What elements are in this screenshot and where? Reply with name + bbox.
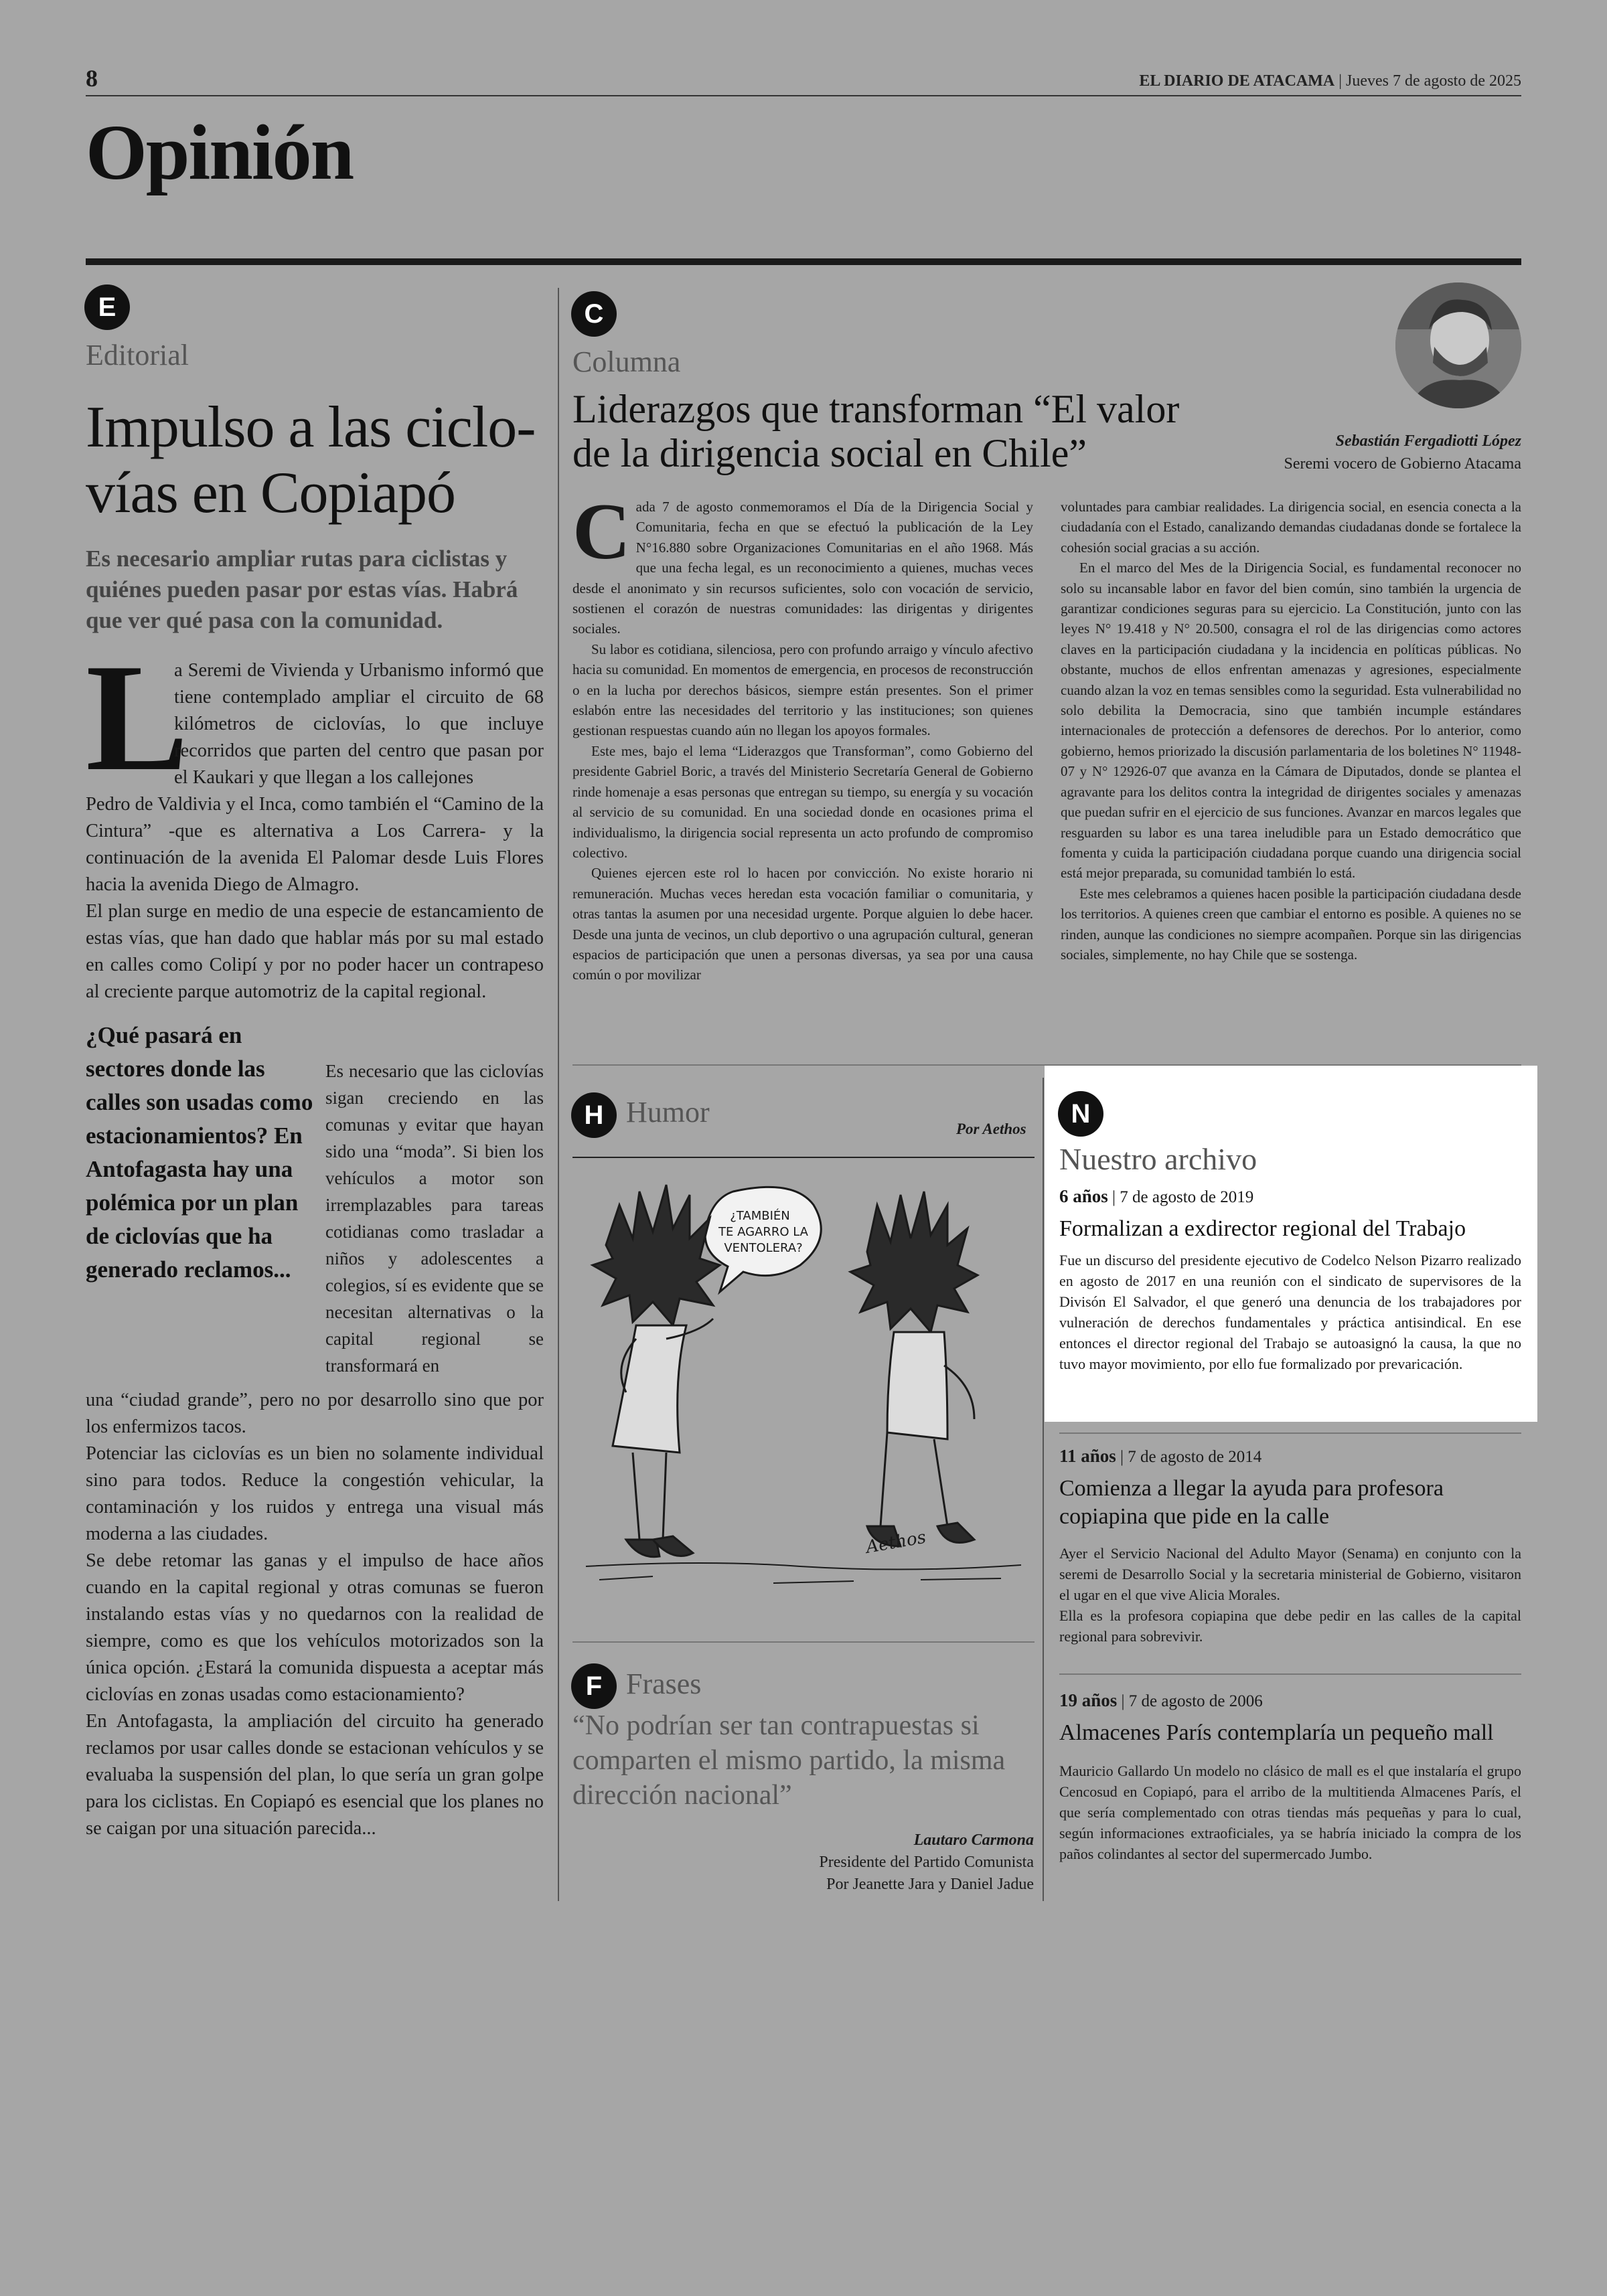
column-divider-right <box>1043 1078 1044 1901</box>
author-avatar <box>1395 282 1521 408</box>
editorial-narrow-column <box>325 1058 544 1379</box>
column-right-p2: En el marco del Mes de la Dirigencia Social, es fundamental reconocer no solo su incansable labor en favor del bien común, sino también la urgencia de garantizar condiciones seguras para su ejercicio. La Constitución, junto con las leyes N° 19.418 y N° 20.500, consagra el rol de las dirigencias como actores claves en la participación ciudadana y la incidencia en políticas públicas. No obstante, muchos de ellos enfrentan amenazas y agresiones, especialmente cuando alzan la voz en temas sensibles como la seguridad. Esta vulnerabilidad no solo debilita la Democracia, sino que también incumple estándares internacionales de protección a defensores de derechos. Por lo anterior, como gobierno, hemos priorizado la discusión parlamentaria de los boletines N° 11948-07 y N° 12926-07 que avanza en la Cámara de Diputados, donde se plantea el agravante para los delitos contra la integridad de dirigentes sociales y amenazas que puedan sufrir en el ejercicio de sus funciones. Avanzar en marcos legales que resguarden su labor es una tarea ineludible para un Estado democrático que fomenta y cuida la participación ciudadana porque cuando una dirigencia social está mejor preparada, su comunidad también lo está. <box>1061 560 1521 882</box>
editorial-p6: En Antofagasta, la ampliación del circuito ha generado reclamos por usar calles donde se estacionan vehículos y se evaluaba la suspensión del plan, lo que sería un gran golpe para los ciclistas. En Copiapó es esencial que los planes no se caigan por una situación parecida... <box>86 1711 544 1839</box>
editorial-p3-narrow: Es necesario que las ciclovías sigan creciendo en las comunas y evitar que hayan sido una “moda”. Si bien los vehículos a motor son irremplazables para tareas cotidianas como trasladar a niños y adolescentes a colegios, sí es evidente que se necesitan alternativas o la capital regional se transformará en <box>325 1061 544 1376</box>
archive-badge: N <box>1058 1091 1103 1137</box>
cartoon-speech-line3: VENTOLERA? <box>724 1241 803 1255</box>
frases-attribution <box>819 1829 1034 1896</box>
editorial-title-line2: vías en Copiapó <box>86 461 456 525</box>
archive-item-2 <box>1059 1446 1521 1647</box>
cartoon-speech-line2: TE AGARRO LA <box>718 1225 809 1239</box>
newspaper-name: EL DIARIO DE ATACAMA <box>1139 72 1335 90</box>
editorial-title <box>86 395 554 526</box>
humor-label: Humor <box>626 1096 710 1129</box>
archive-rule-1 <box>1059 1432 1521 1434</box>
frases-quote: “No podrían ser tan contrapuestas si comparten el mismo partido, la misma dirección nacional” <box>572 1710 1006 1811</box>
top-rule <box>86 95 1521 96</box>
column-text-right <box>1061 497 1521 1052</box>
section-rule <box>86 258 1521 265</box>
archive-item-3-title: Almacenes París contemplaría un pequeño mall <box>1059 1720 1494 1745</box>
frases-badge: F <box>571 1663 617 1709</box>
page-number: 8 <box>86 65 98 92</box>
column-author <box>1284 430 1521 475</box>
author-name: Sebastián Fergadiotti López <box>1335 432 1521 450</box>
humor-badge: H <box>571 1092 617 1138</box>
editorial-title-line1: Impulso a las ciclo- <box>86 395 536 460</box>
frases-author: Lautaro Carmona <box>913 1831 1034 1849</box>
column-dropcap: C <box>572 497 631 576</box>
humor-rule <box>572 1157 1035 1158</box>
archive-item-1 <box>1059 1186 1521 1374</box>
editorial-lead: Es necesario ampliar rutas para ciclistas y quiénes pueden pasar por estas vías. Habrá que ver qué pasa con la comunidad. <box>86 546 518 633</box>
editorial-p1-drop: a Seremi de Vivienda y Urbanismo informó que tiene contemplado ampliar el circuito de 68 kilómetros de ciclovías, lo que incluye recorridos que parten del centro que pasan por el Kaukari y que llegan a los callejones <box>174 660 544 788</box>
author-photo-icon <box>1395 282 1521 408</box>
column-left-p3: Este mes, bajo el lema “Liderazgos que Transforman”, como Gobierno del presidente Gabriel Boric, a través del Ministerio Secretaría General de Gobierno rinde homenaje a esas personas que entregan su tiempo, su energía y su vocación al servicio de su comunidad. En una sociedad donde en ocasiones prima el individualismo, la dirigencia social representa un acto profundo de compromiso colectivo. <box>572 742 1033 861</box>
archive-item-3-years: 19 años <box>1059 1690 1118 1710</box>
column-label: Columna <box>572 345 681 378</box>
archive-item-3 <box>1059 1690 1521 1864</box>
cartoon-signature: Aethos <box>864 1527 928 1558</box>
archive-item-2-body: Ayer el Servicio Nacional del Adulto Mayor (Senama) en conjunto con la seremi de Desarrollo Social y la secretaria ministerial de Gobierno, visitaron el ugar en el que vive Alicia Morales. <box>1059 1545 1521 1603</box>
frases-role: Presidente del Partido Comunista <box>819 1854 1034 1871</box>
column-divider-left <box>558 288 559 1901</box>
archive-item-2-title: Comienza a llegar la ayuda para profesora copiapina que pide en la calle <box>1059 1476 1444 1529</box>
cartoon-speech-line1: ¿TAMBIÉN <box>730 1209 790 1223</box>
archive-item-1-date: | 7 de agosto de 2019 <box>1112 1188 1254 1206</box>
column-title-line2: de la dirigencia social en Chile” <box>572 431 1087 475</box>
archive-item-1-years: 6 años <box>1059 1186 1108 1206</box>
editorial-dropcap: L <box>86 632 189 803</box>
editorial-pullquote: ¿Qué pasará en sectores donde las calles son usadas como estacionamientos? En Antofagasta hay una polémica por un plan de ciclovías que ha generado reclamos... <box>86 1022 313 1283</box>
humor-credit: Por Aethos <box>956 1121 1026 1137</box>
archive-rule-2 <box>1059 1673 1521 1675</box>
column-left-p4: Quienes ejercen este rol lo hacen por convicción. No existe horario ni remuneración. Muchas veces heredan esta vocación familiar o comunitaria, y otras tantas la asumen por una necesidad urgente. Porque alguien lo debe hacer. Desde una junta de vecinos, un club deportivo o una agrupación cultural, generan espacios de participación que unen a personas diversas, ya sea por una causa común o por movilizar <box>572 865 1033 983</box>
frases-context: Por Jeanette Jara y Daniel Jadue <box>826 1876 1034 1893</box>
archive-item-1-body: Fue un discurso del presidente ejecutivo de Codelco Nelson Pizarro realizado en agosto de 2017 en una reunión con el sindicato de supervisores de la Divisón El Salvador, el que generó una denuncia de los trabajadores por vulneración de derechos fundamentales y práctica antisindical. En ese entonces el director regional del Trabajo se autoasignó la causa, la que no tuvo mayor movimiento, por ello fue formalizado por prevaricación. <box>1059 1252 1521 1372</box>
masthead <box>1139 72 1521 90</box>
author-role: Seremi vocero de Gobierno Atacama <box>1284 455 1521 473</box>
editorial-p5: Se debe retomar las ganas y el impulso de hace años cuando en la capital regional y otras comunas se fueron instalando estas vías y no quedarnos con la realidad de siempre, como es que los vehículos motorizados son la única opción. ¿Estará la comunida dispuesta a aceptar más ciclovías en zonas usadas como estacionamiento? <box>86 1550 544 1705</box>
section-title: Opinión <box>86 108 354 196</box>
cartoon-drawing-icon <box>572 1165 1035 1613</box>
editorial-p4: Potenciar las ciclovías es un bien no solamente individual sino para todos. Reduce la congestión vehicular, la contaminación y los ruidos y entrega una visual más moderna a las ciudades. <box>86 1443 544 1544</box>
editorial-badge: E <box>84 284 130 330</box>
issue-date: | Jueves 7 de agosto de 2025 <box>1338 72 1521 90</box>
editorial-label: Editorial <box>86 339 189 372</box>
archive-label: Nuestro archivo <box>1059 1142 1257 1176</box>
editorial-body-top <box>86 632 544 1032</box>
archive-item-3-body: Mauricio Gallardo Un modelo no clásico de mall es el que instalaría el grupo Cencosud en Copiapó, para el arribo de la multitienda Almacenes París, el que sería complementado con otras tiendas más pequeñas y para lo cual, según informaciones extraoficiales, ya se habría iniciado la compra de los paños colindantes al sector del supermercado Jumbo. <box>1059 1762 1521 1862</box>
archive-item-1-title: Formalizan a exdirector regional del Trabajo <box>1059 1216 1466 1241</box>
column-left-p1: ada 7 de agosto conmemoramos el Día de la Dirigencia Social y Comunitaria, fecha en que se efectuó la publicación de la Ley N°16.880 sobre Organizaciones Comunitarias en el año 1968. Más que una fecha legal, es un reconocimiento a quienes, muchas veces desde el anonimato y sin recursos suficientes, solo con vocación de servicio, sostienen el corazón de nuestras comunidades: las dirigentas y dirigentes sociales. <box>572 499 1033 637</box>
frases-label: Frases <box>626 1667 702 1700</box>
column-title <box>572 387 1242 475</box>
editorial-p1-rest: Pedro de Valdivia y el Inca, como también el “Camino de la Cintura” -que es alternativa a Los Carrera- y la continuación de la avenida El Palomar desde Luis Flores hacia la avenida Diego de Almagro. <box>86 794 544 895</box>
editorial-p2: El plan surge en medio de una especie de estancamiento de estas vías, que han dado que hablar más por su mal estado en calles como Colipí y por no poder hacer un contrapeso al creciente parque automotriz de la capital regional. <box>86 901 544 1002</box>
column-badge: C <box>571 291 617 337</box>
column-right-p3: Este mes celebramos a quienes hacen posible la participación ciudadana desde los territorios. A quienes creen que cambiar el entorno es posible. A quienes no se rinden, aunque las condiciones no siempre acompañen. Porque sin las dirigencias sociales, simplemente, no hay Chile que se sostenga. <box>1061 885 1521 963</box>
archive-item-2-date: | 7 de agosto de 2014 <box>1120 1448 1262 1466</box>
column-title-line1: Liderazgos que transforman “El valor <box>572 387 1180 431</box>
humor-cartoon <box>572 1165 1035 1613</box>
editorial-body-bottom <box>86 1387 544 1842</box>
column-left-p2: Su labor es cotidiana, silenciosa, pero con profundo arraigo y vínculo afectivo hacia su comunidad. En momentos de emergencia, en procesos de reconstrucción o en la lucha por derechos básicos, siempre están presentes. Son el primer eslabón entre las necesidades del territorio y las instituciones; son quienes gestionan respuestas cuando aún no llegan los apoyos formales. <box>572 641 1033 739</box>
archive-item-2-years: 11 años <box>1059 1446 1116 1466</box>
archive-item-2-body2: Ella es la profesora copiapina que debe pedir en las calles de la capital regional para sobrevivir. <box>1059 1607 1521 1645</box>
column-right-p1: voluntades para cambiar realidades. La dirigencia social, en esencia conecta a la ciudadanía con el Estado, canalizando demandas ciudadanas donde se fortalece la cohesión social gracias a su acción. <box>1061 499 1521 556</box>
editorial-p3-rest: una “ciudad grande”, pero no por desarrollo sino que por los enfermizos tacos. <box>86 1390 544 1437</box>
frases-top-rule <box>572 1641 1035 1643</box>
archive-item-3-date: | 7 de agosto de 2006 <box>1121 1692 1263 1710</box>
column-text-left <box>572 497 1033 1052</box>
